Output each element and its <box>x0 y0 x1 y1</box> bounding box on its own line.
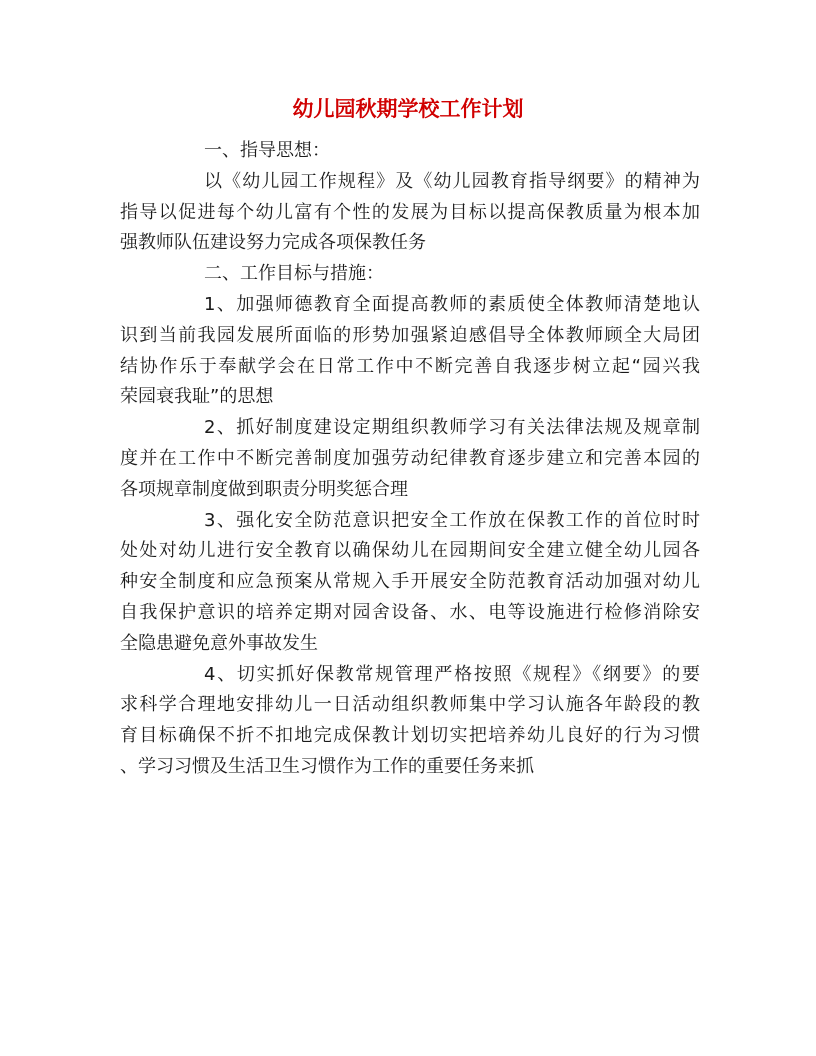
body-line: 处处对幼儿进行安全教育以确保幼儿在园期间安全建立健全幼儿园各 <box>120 540 700 562</box>
body-line: 种安全制度和应急预案从常规入手开展安全防范教育活动加强对幼儿 <box>120 571 700 593</box>
body-line: 荣园衰我耻”的思想 <box>120 386 274 408</box>
body-line: 结协作乐于奉献学会在日常工作中不断完善自我逐步树立起“园兴我 <box>120 355 700 377</box>
body-line: 全隐患避免意外事故发生 <box>120 632 318 654</box>
body-line: 求科学合理地安排幼儿一日活动组织教师集中学习认施各年龄段的教 <box>120 694 700 716</box>
document-body <box>120 136 700 783</box>
body-line: 二、工作目标与措施： <box>204 263 384 285</box>
body-line: 识到当前我园发展所面临的形势加强紧迫感倡导全体教师顾全大局团 <box>120 324 700 346</box>
body-line: 3、强化安全防范意识把安全工作放在保教工作的首位时时 <box>204 509 700 531</box>
body-line: 自我保护意识的培养定期对园舍设备、水、电等设施进行检修消除安 <box>120 601 700 623</box>
body-line: 育目标确保不折不扣地完成保教计划切实把培养幼儿良好的行为习惯 <box>120 725 700 747</box>
body-line: 指导以促进每个幼儿富有个性的发展为目标以提高保教质量为根本加 <box>120 201 700 223</box>
body-line: 一、指导思想： <box>204 140 330 161</box>
document-title: 幼儿园秋期学校工作计划 <box>292 96 524 121</box>
body-line: 以《幼儿园工作规程》及《幼儿园教育指导纲要》的精神为 <box>204 170 700 192</box>
body-line: 4、切实抓好保教常规管理严格按照《规程》《纲要》的要 <box>204 663 700 685</box>
body-line: 各项规章制度做到职责分明奖惩合理 <box>120 478 408 500</box>
body-line: 2、抓好制度建设定期组织教师学习有关法律法规及规章制 <box>204 417 700 439</box>
body-line: 度并在工作中不断完善制度加强劳动纪律教育逐步建立和完善本园的 <box>120 447 700 469</box>
body-line: 强教师队伍建设努力完成各项保教任务 <box>120 232 426 254</box>
body-line: 1、加强师德教育全面提高教师的素质使全体教师清楚地认 <box>204 293 700 315</box>
body-line: 、学习习惯及生活卫生习惯作为工作的重要任务来抓 <box>120 755 534 777</box>
